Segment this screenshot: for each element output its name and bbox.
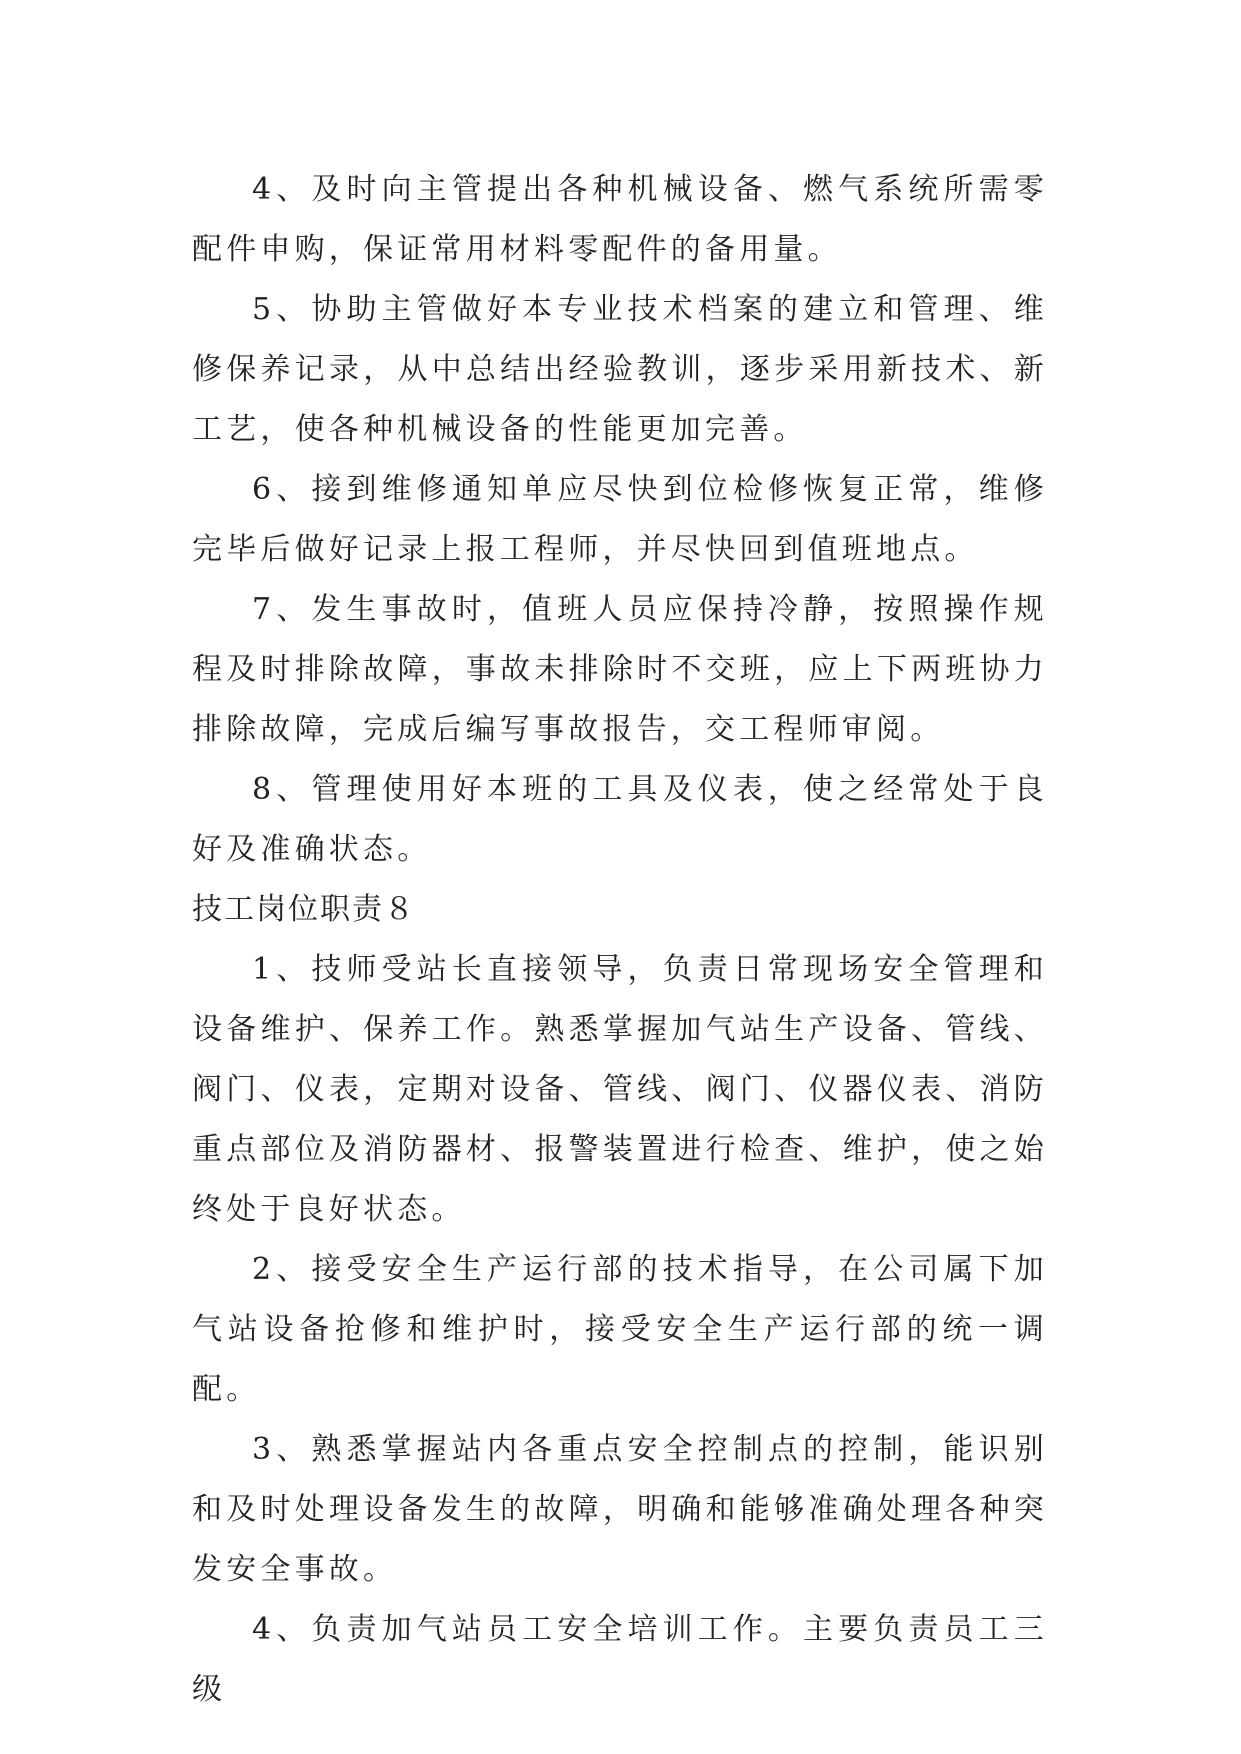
paragraph-duty-1: 1、技师受站长直接领导，负责日常现场安全管理和设备维护、保养工作。熟悉掌握加气站生产设备、管线、阀门、仪表，定期对设备、管线、阀门、仪器仪表、消防重点部位及消防器材、报警装置进行检查、维护，使之始终处于良好状态。: [192, 952, 1048, 1227]
paragraph-item-7: 7、发生事故时，值班人员应保持冷静，按照操作规程及时排除故障，事故未排除时不交班，应上下两班协力排除故障，完成后编写事故报告，交工程师审阅。: [192, 592, 1048, 747]
paragraph-item-5: 5、协助主管做好本专业技术档案的建立和管理、维修保养记录，从中总结出经验教训，逐步采用新技术、新工艺，使各种机械设备的性能更加完善。: [192, 292, 1048, 447]
paragraph-item-8: 8、管理使用好本班的工具及仪表，使之经常处于良好及准确状态。: [192, 772, 1048, 867]
paragraph-duty-3: 3、熟悉掌握站内各重点安全控制点的控制，能识别和及时处理设备发生的故障，明确和能够准确处理各种突发安全事故。: [192, 1432, 1048, 1587]
paragraph-duty-4: 4、负责加气站员工安全培训工作。主要负责员工三级: [192, 1612, 1048, 1707]
section-heading: 技工岗位职责８: [192, 892, 416, 927]
paragraph-item-4: 4、及时向主管提出各种机械设备、燃气系统所需零配件申购，保证常用材料零配件的备用量。: [192, 172, 1048, 267]
paragraph-duty-2: 2、接受安全生产运行部的技术指导，在公司属下加气站设备抢修和维护时，接受安全生产运行部的统一调配。: [192, 1252, 1048, 1407]
document-body: [192, 160, 1048, 1720]
paragraph-item-6: 6、接到维修通知单应尽快到位检修恢复正常，维修完毕后做好记录上报工程师，并尽快回到值班地点。: [192, 472, 1048, 567]
